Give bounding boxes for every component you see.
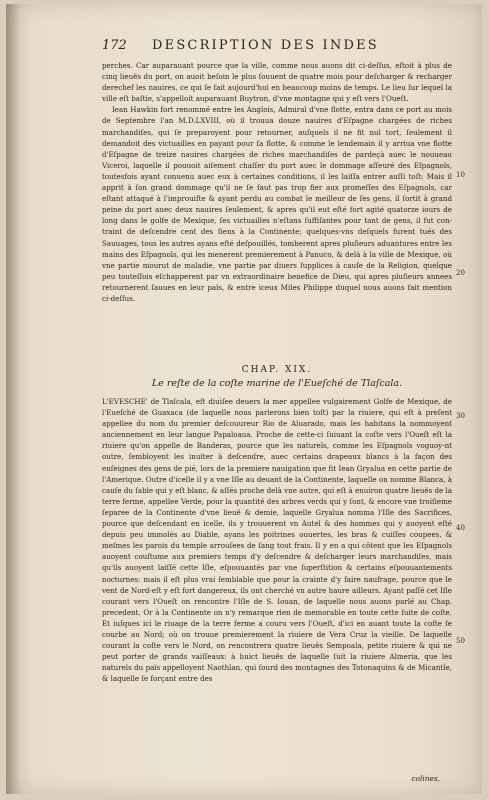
page-number: 172: [102, 38, 127, 53]
chapter-title: Le reſte de la coſte marine de l'Eueſché de Tlaſcala.: [151, 378, 403, 389]
page-binding-shadow: [6, 4, 20, 794]
margin-line-number: 50: [456, 637, 465, 645]
margin-line-number: 30: [456, 412, 465, 420]
paragraph: L'EVESCHE' de Tlaſcala, eſt diuiſee deuers la mer appellee vulgairement Golfe de Mexique, de l'Eueſché de Guaxaca (de laquelle nous parlerons bien toſt) par la riuiere, qui eſt à preſent appellee du nom du premier deſcouureur Rio de Aluarado, mais les habitans la nommoyent anciennement en leur langue Papaloaua. Proche de cette-ci ſuiuant la coſte vers l'Oueſt eſt la riuiere qu'on appelle de Banderas, pource que les naturels, comme les Eſpagnols voguoy-nt outre, ſembloyent les inuiter à deſcendre, auec certains drapeaux blancs à la façon des enſeignes des gens de pié, lors de la premiere nauigation que fit Iean Gryalua en cette partie de l'Amerique. Outre d'icelle il y a vne Iſle au deuant de la Continente, laquelle on nomme Blanca, à cauſe du ſable qui y eſt blanc, & aſſés proche delà vne autre, qui eſt à enuiron quatre lieuës de la terre ferme, appellee Verde, pour la quantité des arbres verds qui y ſont, & encore vne troiſieme ſeparee de la Continente d'vne lieuë & demie, laquelle Gryalua nomma l'Iſle des Sacrifices, pource que deſcendant en icelle, ils y trouuerent vn Autel & des hommes qui y auoyent eſté depuis peu immolés au Diable, ayans les poitrines ouuertes, les bras & cuiſſes coupees, & meſmes les parois du temple arrouſees de ſang tout frais. Il y en a qui côtent que les Eſpagnols auoyent couſtume aux premiers temps d'y deſcendre & deſcharger leurs marchandiſes, mais qu'ils auoyent laiſſé cette Iſle, eſpouuantés par vne ſuperſtition & certains eſpouuantements nocturnes: mais il eſt plus vrai ſemblable que pour la crainte d'y faire naufrage, pource que le vent de Nord-eſt y eſt fort dangereux, ils ont cherché vn autre haure ailleurs. Ayant paſſé cet Iſle courant vers l'Oueſt on rencontre l'Iſle de S. Iouan, de laquelle nous auons parlé au Chap. precedent. Or à la Continente on n'y remarque rien de memorable en toute cette ſuite de coſte. Et iuſques ici le riuage de la terre ferme a couru vers l'Oueſt, d'ici en auant toute la coſte ſe courbe au Nord; où on trouue premierement la riuiere de Vera Cruz la vieille. De laquelle courant la coſte vers le Nord, on rencontrera quatre lieuës Sempoala, petite riuiere & qui ne peut porter de grands vaiſſeaux: à huict lieuës de laquelle ſuit la riuiere Almeria, que les naturels du païs appelloyent Naothlan, qui ſourd des montagnes des Totonaquins & de Micantle, & laquelle ſe forçant entre des: [102, 397, 452, 684]
body-text-top: [102, 60, 452, 304]
margin-line-number: 10: [456, 171, 465, 179]
margin-line-number: 40: [456, 524, 465, 532]
paragraph: Iean Hawkin fort renommé entre les Anglois, Admiral d'vne flotte, entra dans ce port au mois de Septembre l'an M.D.LXVIII, où il trouua douze nauires d'Eſpagne chargées de riches marchandiſes, qui ſe preparoyent pour retourner, auſquels il ne fit nul tort, ſeulement il demandoit des victuailles en payant pour ſa flotte, & comme le lendemain il y arriua vne flotte d'Eſpagne de treize nauires chargées de riches marchandiſes de pardeçà auec le nouueau Viceroi, laquelle il pouuoit aiſement chaſſer du port auec le dommage aſſeuré des Eſpagnols, toutesfois ayant conuenu auec eux à certaines conditions, il les laiſſa entrer auſſi toſt: Mais il apprit à ſon grand dommage qu'il ne ſe faut pas trop fier aux promeſſes des Eſpagnols, car eſtant attaqué à l'improuiſte & ayant perdu au combat le meilleur de ſes gens, il ſortit à grand peine du port auec deux nauires ſeulement, & apres qu'il eut eſté fort agité quatorze iours de long dans le golfe de Mexique, ſes victuailles n'eſtans ſuffiſantes pour tant de gens, il fut contraint de deſcendre cent des ſiens à la Continente; quelques-vns deſquels furent tués des Sauuages, tous les autres ayans eſté deſpouillés, tomberent apres pluſieurs aduantures entre les mains des Eſpagnols, qui les menerent premierement à Panuco, & delà à la ville de Mexique, où vne partie mourut de maladie, vne partie par diuers ſupplices à cauſe de la Religion, quelque peu touteſfois eſchapperent par vn extraordinaire benefice de Dieu, qui apres pluſieurs annees retournerent ſauues en leur païs, & entre iceux Miles Philippe duquel nous auons fait mention ci-deſſus.: [102, 105, 452, 303]
margin-line-number: 20: [456, 269, 465, 277]
running-title: DESCRIPTION DES INDES: [152, 38, 379, 53]
catchword: colines,: [411, 774, 440, 783]
body-text-chapter: [102, 396, 452, 684]
book-page: [6, 4, 482, 794]
chapter-number: CHAP. XIX.: [241, 365, 313, 375]
page-header: [102, 38, 452, 54]
paragraph: perches. Car auparauant pource que la ville, comme nous auons dit ci-deſſus, eſtoit à plus de cinq lieuës du port, on auoit beſoin le plus ſouuent de quatre mois pour deſcharger & recharger derechef les nauires, ce qui ſe fait aujourd'hui en beaucoup moins de temps. Le lieu ſur lequel la ville eſt baſtie, s'appelloit auparauant Buytron, d'vne montagne qui y eſt vers l'Oueſt.: [102, 61, 452, 104]
